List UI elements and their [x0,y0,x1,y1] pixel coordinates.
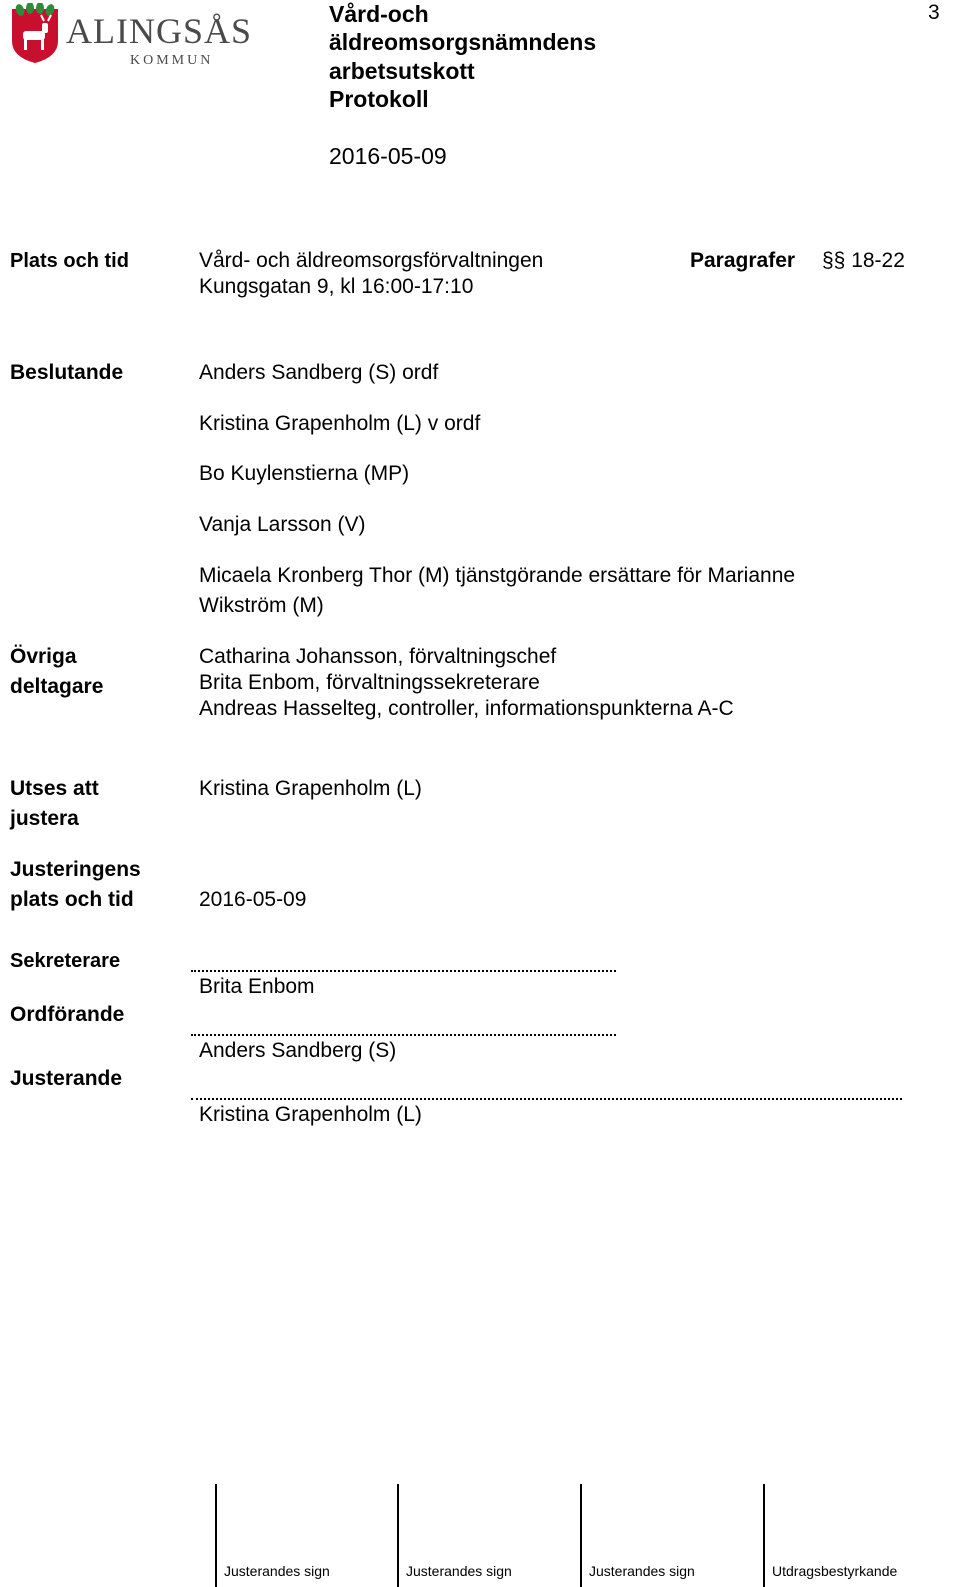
beslutande-label: Beslutande [10,361,124,384]
header-title-line-3: arbetsutskott [329,58,475,84]
paragrafer-value: §§ 18-22 [822,249,905,272]
logo-name: ALINGSÅS [66,11,253,51]
paragrafer-label: Paragrafer [690,249,796,272]
plats-line-1: Vård- och äldreomsorgsförvaltningen [199,249,544,272]
beslutande-member-cont: Wikström (M) [199,594,324,617]
footer-divider [397,1484,399,1587]
beslutande-member: Anders Sandberg (S) ordf [199,361,439,384]
beslutande-member: Micaela Kronberg Thor (M) tjänstgörande ersättare för Marianne [199,564,796,587]
footer-sign-label: Justerandes sign [406,1563,512,1579]
header-title-line-2: äldreomsorgsnämndens [329,29,597,55]
ordforande-name: Anders Sandberg (S) [199,1039,397,1062]
ovriga-member: Andreas Hasselteg, controller, informationspunkterna A-C [199,697,734,720]
ordforande-signature-line [191,1034,616,1036]
page-number: 3 [928,1,940,24]
ovriga-member: Brita Enbom, förvaltningssekreterare [199,671,540,694]
municipal-crest-icon [8,3,288,67]
ordforande-label: Ordförande [10,1003,125,1026]
footer-sign-label: Justerandes sign [589,1563,695,1579]
justerande-label: Justerande [10,1067,123,1090]
justera-value: Kristina Grapenholm (L) [199,777,422,800]
sekreterare-signature-line [191,970,616,972]
ovriga-label-1: Övriga [10,645,77,668]
header-title-line-4: Protokoll [329,86,429,112]
beslutande-member: Kristina Grapenholm (L) v ordf [199,412,481,435]
justeringens-label-1: Justeringens [10,858,141,881]
ovriga-label-2: deltagare [10,675,104,698]
justera-label-1: Utses att [10,777,99,800]
footer-utdrag-label: Utdragsbestyrkande [772,1563,898,1579]
footer-sign-label: Justerandes sign [224,1563,330,1579]
justera-label-2: justera [10,807,79,830]
footer-divider [763,1484,765,1587]
header-date: 2016-05-09 [329,143,447,169]
justeringens-value: 2016-05-09 [199,888,307,911]
justerande-name: Kristina Grapenholm (L) [199,1103,422,1126]
plats-line-2: Kungsgatan 9, kl 16:00-17:10 [199,275,474,298]
ovriga-member: Catharina Johansson, förvaltningschef [199,645,557,668]
header-title-line-1: Vård-och [329,1,429,27]
justeringens-label-2: plats och tid [10,888,134,911]
logo-sub: KOMMUN [130,53,214,67]
alingsas-kommun-logo [8,3,288,72]
justerande-signature-line [191,1098,902,1100]
footer-divider [580,1484,582,1587]
plats-label: Plats och tid [10,250,129,272]
sekreterare-label: Sekreterare [10,950,121,972]
sekreterare-name: Brita Enbom [199,975,315,998]
beslutande-member: Vanja Larsson (V) [199,513,366,536]
beslutande-member: Bo Kuylenstierna (MP) [199,462,410,485]
footer-divider [215,1484,217,1587]
